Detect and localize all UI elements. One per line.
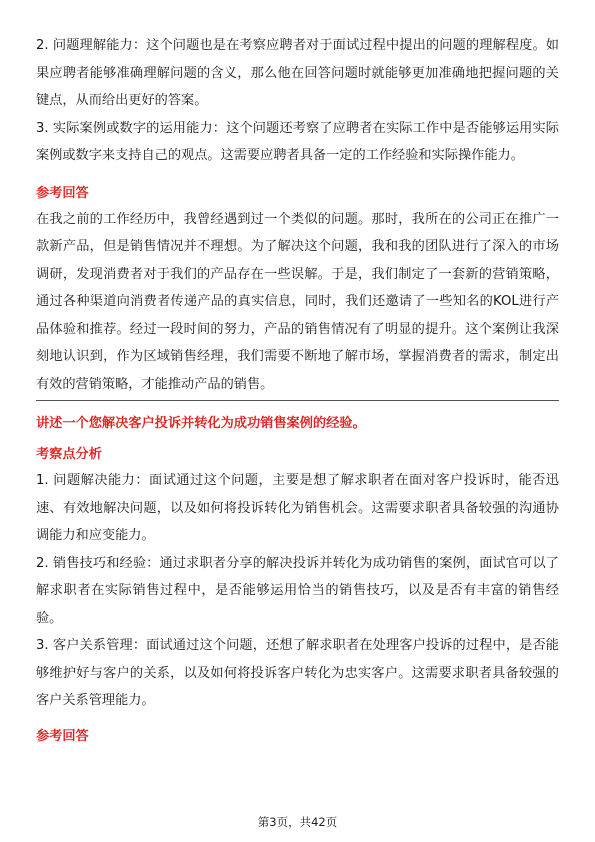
analysis-point: 2. 问题理解能力：这个问题也是在考察应聘者对于面试过程中提出的问题的理解程度。如果应聘者能够准确理解问题的含义，那么他在回答问题时就能够更加准确地把握问题的关键点，从而给出更好的答案。 <box>36 38 559 108</box>
analysis-point: 1. 问题解决能力：面试通过这个问题，主要是想了解求职者在面对客户投诉时，能否迅速、有效地解决问题，以及如何将投诉转化为销售机会。这需要求职者具备较强的沟通协调能力和应变能力。 <box>36 473 559 543</box>
reference-answer-text: 在我之前的工作经历中，我曾经遇到过一个类似的问题。那时，我所在的公司正在推广一款新产品，但是销售情况并不理想。为了解决这个问题，我和我的团队进行了深入的市场调研，发现消费者对于我们的产品存在一些误解。于是，我们制定了一套新的营销策略，通过各种渠道向消费者传递产品的真实信息，同时，我们还邀请了一些知名的KOL进行产品体验和推荐。经过一段时间的努力，产品的销售情况有了明显的提升。这个案例让我深刻地认识到，作为区域销售经理，我们需要不断地了解市场，掌握消费者的需求，制定出有效的营销策略，才能推动产品的销售。 <box>36 211 559 392</box>
page-content <box>36 32 559 749</box>
analysis-point: 3. 客户关系管理：面试通过这个问题，还想了解求职者在处理客户投诉的过程中，是否能够维护好与客户的关系，以及如何将投诉客户转化为忠实客户。这需要求职者具备较强的客户关系管理能力。 <box>36 638 559 708</box>
page-number: 第3页，共42页 <box>257 815 338 829</box>
analysis-point: 2. 销售技巧和经验：通过求职者分享的解决投诉并转化为成功销售的案例，面试官可以了解求职者在实际销售过程中，是否能够运用恰当的销售技巧，以及是否有丰富的销售经验。 <box>36 555 559 626</box>
analysis-point: 3. 实际案例或数字的运用能力：这个问题还考察了应聘者在实际工作中是否能够运用实际案例或数字来支持自己的观点。这需要应聘者具备一定的工作经验和实际操作能力。 <box>36 120 559 163</box>
exam-analysis-heading: 考察点分析 <box>36 447 102 462</box>
interview-question: 讲述一个您解决客户投诉并转化为成功销售案例的经验。 <box>36 416 366 431</box>
reference-answer-heading: 参考回答 <box>36 185 89 201</box>
section-divider <box>36 400 559 401</box>
reference-answer-heading: 参考回答 <box>36 728 89 744</box>
